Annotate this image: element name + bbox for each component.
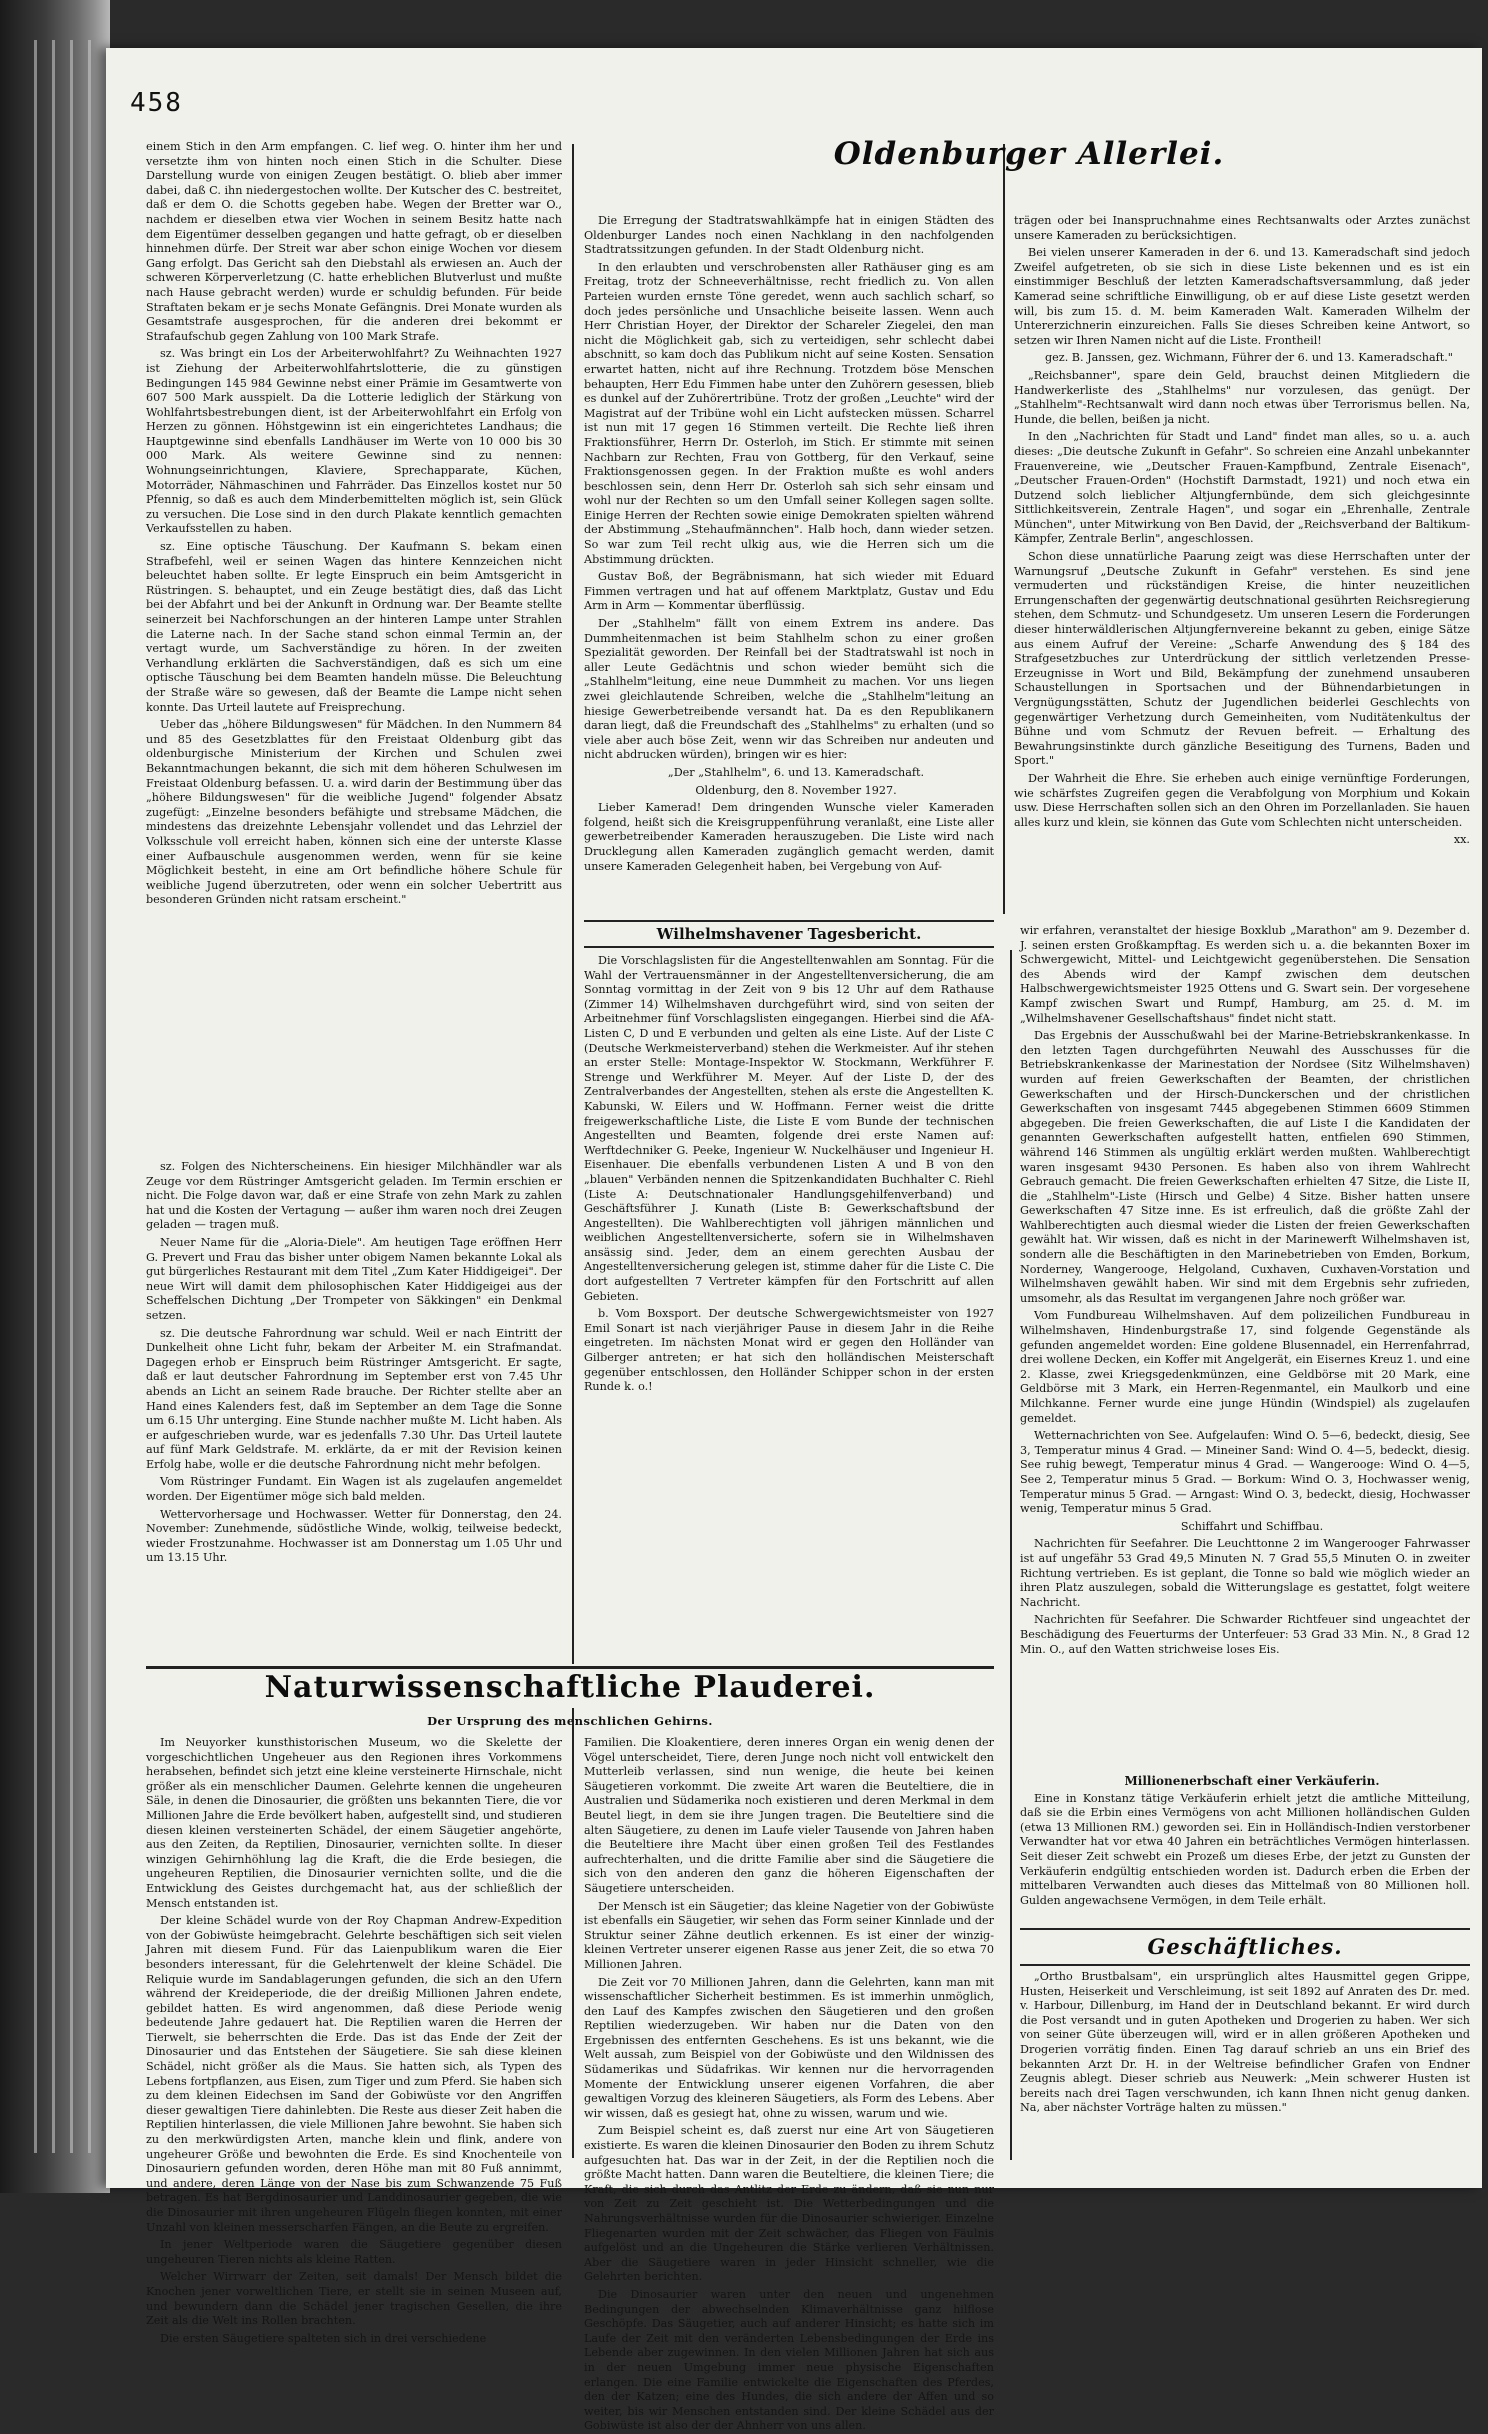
paragraph: Der „Stahlhelm" fällt von einem Extrem ins andere. Das Dummheitenmachen ist beim Stahlhelm schon zu einer großen Spezialität geworden. Der Reinfall bei der Stadtratswahl ist noch in aller Leute Gedächtnis und schon wieder bemüht sich die „Stahlhelm"leitung, eine neue Dummheit zu machen. Vor uns liegen zwei gleichlautende Schreiben, welche die „Stahlhelm"leitung an hiesige Gewerbetreibende versandt hat. Da es den Republikanern daran liegt, daß die Freundschaft des „Stahlhelms" zu erhalten (und so viele aber auch böse Zeit, wenn wir das Schreiben nur andeuten und nicht abdrucken würden), bringen wir es hier:	[584, 617, 994, 762]
page-number: 458	[130, 88, 183, 118]
paragraph: Schon diese unnatürliche Paarung zeigt was diese Herrschaften unter der Warnungsruf „Deutsche Zukunft in Gefahr" verstehen. Es sind jene vermuderten und rückständigen Kreise, die hinter neuzeitlichen Errungenschaften der gegenwärtig deutschnational gesührten Reichsregierung stehen, dem Schmutz- und Schundgesetz. Um unseren Lesern die Forderungen dieser hinterwäldlerischen Altjungfernvereine bekannt zu geben, einige Sätze aus einem Aufruf der Vereine: „Scharfe Anwendung des § 184 des Strafgesetzbuches zur Unterdrückung der sittlich verletzenden Presse-Erzeugnisse in Wort und Bild, Bekämpfung der zunehmend unsauberen Schaustellungen in Sportsachen und der Bühnendarbietungen in Vergnügungsstätten, Schutz der Jugendlichen beiderlei Geschlechts von gegenwärtiger Verhetzung durch Gemeinheiten, vom Nuditätenkultus der Bühne und vom Schmutz der Revuen befreit. — Erhaltung des Bewahrungsinstinkte durch gänzliche Beseitigung des Turnens, Baden und Sport."	[1014, 550, 1470, 768]
column-rule	[1010, 950, 1012, 2160]
paragraph: Die Erregung der Stadtratswahlkämpfe hat in einigen Städten des Oldenburger Landes noch einen Nachklang in den nachfolgenden Stadtratssitzungen gefunden. In der Stadt Oldenburg nicht.	[584, 214, 994, 257]
paragraph: Vom Rüstringer Fundamt. Ein Wagen ist als zugelaufen angemeldet worden. Der Eigentümer möge sich bald melden.	[146, 1475, 562, 1504]
paragraph: Die Zeit vor 70 Millionen Jahren, dann die Gelehrten, kann man mit wissenschaftlicher Sicherheit bestimmen. Es ist immerhin unmöglich, den Lauf des Kampfes zwischen den Säugetieren und den großen Reptilien wiederzugeben. Wir haben nur die Daten von den Ergebnissen des entfernten Geschehens. Es ist uns bekannt, wie die Welt aussah, zum Beispiel von der Gobiwüste und den Wildnissen des Südamerikas und Südafrikas. Wir kennen nur die hervorragenden Momente der Entwicklung unserer eigenen Vorfahren, die aber gewaltigen Vorzug des kleineren Säugetiers, als Form des Lebens. Aber wir wissen, daß es gesiegt hat, ohne zu wissen, warum und wie.	[584, 1975, 994, 2120]
col-left-bottom	[146, 1160, 562, 1658]
paragraph: Welcher Wirrwarr der Zeiten, seit damals! Der Mensch bildet die Knochen jener vorweltlichen Tiere, er stellt sie in seinen Museen auf, und bewundern dann die Schädel jener tragischen Gesellen, die ihre Zeit als die Welt ins Rollen brachten.	[146, 2270, 562, 2328]
millionen-box	[1020, 1774, 1470, 1924]
headline-geschaeftliches: Geschäftliches.	[1147, 1934, 1343, 1959]
paragraph: „Der „Stahlhelm", 6. und 13. Kameradschaft.	[667, 765, 925, 779]
paragraph: In den „Nachrichten für Stadt und Land" findet man alles, so u. a. auch dieses: „Die deutsche Zukunft in Gefahr". So schreien eine Anzahl unbekannter Frauenvereine, wie „Deutscher Frauen-Kampfbund, Zentrale Eisenach", „Deutscher Frauen-Orden" (Hochstift Darmstadt, 1921) und noch etwa ein Dutzend solch lieblicher Altjungfernbünde, dem sich gleichgesinnte Sittlichkeitsverein, Zentrale Hagen", und sogar ein „Ehrenhalle, Zentrale München", unter Mitwirkung von Ben David, der „Reichsverband der Baltikum-Kämpfer, Zentrale Berlin", angeschlossen.	[1014, 430, 1470, 546]
paragraph: Der kleine Schädel wurde von der Roy Chapman Andrew-Expedition von der Gobiwüste heimgebracht. Gelehrte beschäftigen sich seit vielen Jahren mit diesem Fund. Für das Laienpublikum waren die Eier besonders interessant, für die Gelehrtenwelt der kleine Schädel. Die Reliquie wurde im Sandablagerungen gefunden, die sich an den Ufern während der Kreideperiode, die der dreißig Millionen Jahren endete, gebildet hatten. Es wird angenommen, daß diese Periode wenig bedeutende Jahre gedauert hat. Die Reptilien waren die Herren der Tierwelt, sie beherrschten die Erde. Das ist das Ende der Zeit der Dinosaurier und das Entstehen der Säugetiere. Sie sah diese kleinen Schädel, nicht größer als die Maus. Sie hatten sich, als Typen des Lebens fortpflanzen, aus Eisen, zum Tiger und zum Pferd. Sie haben sich zu dem kleinen Eidechsen im Sand der Gobiwüste vor den Angriffen dieser gewaltigen Tiere dahinlebten. Die Reste aus dieser Zeit haben die Reptilien hinterlassen, die viele Millionen Jahre bewohnt. Sie haben sich zu den merkwürdigsten Arten, manche klein und flink, andere von ungeheurer Größe und bewohnten die Erde. Es sind Knochenteile von Dinosauriern gefunden worden, deren Höhe man mit 80 Fuß annimmt, und andere, deren Länge von der Nase bis zum Schwanzende 75 Fuß betragen. Es hat Bergdinosaurier und Landdinosaurier gegeben, die wie die Dinosaurier mit ihren ungeheuren Flügeln fliegen konnten, mit einer Unzahl von kleinen messerscharfen Fängen, an die Beute zu ergreifen.	[146, 1914, 562, 2234]
paragraph: Nachrichten für Seefahrer. Die Schwarder Richtfeuer sind ungeachtet der Beschädigung des Feuerturms der Unterfeuer: 53 Grad 33 Min. N., 8 Grad 12 Min. O., auf den Watten strichweise loses Eis.	[1020, 1613, 1470, 1656]
col-natur-2	[584, 1736, 994, 2433]
paragraph: sz. Folgen des Nichterscheinens. Ein hiesiger Milchhändler war als Zeuge vor dem Rüstringer Amtsgericht geladen. Im Termin erschien er nicht. Die Folge davon war, daß er eine Strafe von zehn Mark zu zahlen hat und die Kosten der Vertagung — außer ihm waren noch drei Zeugen geladen — tragen muß.	[146, 1160, 562, 1232]
paragraph: Neuer Name für die „Aloria-Diele". Am heutigen Tage eröffnen Herr G. Prevert und Frau das bisher unter obigem Namen bekannte Lokal als gut bürgerliches Restaurant mit dem Titel „Zum Kater Hiddigeigei". Der neue Wirt will damit dem philosophischen Kater Hiddigeigei aus der Scheffelschen Dichtung „Der Trompeter von Säkkingen" ein Denkmal setzen.	[146, 1235, 562, 1322]
section-heading: Schiffahrt und Schiffbau.	[1180, 1519, 1324, 1533]
paragraph: Familien. Die Kloakentiere, deren inneres Organ ein wenig denen der Vögel unterscheidet, Tiere, deren Junge noch nicht voll entwickelt den Mutterleib verlassen, sind nun wenige, die heute bei keinen Säugetieren vorkommt. Die zweite Art waren die Beuteltiere, die in Australien und Südamerika noch existieren und deren Merkmal in dem Beutel liegt, in dem sie ihre Jungen tragen. Die Beuteltiere sind die alten Säugetiere, zu denen im Laufe vieler Tausende von Jahren haben die Beuteltiere ihre Macht über einen großen Teil des Festlandes aufrechterhalten, und die dritte Familie aber sind die Säugetiere die sich von den anderen den ganz die höheren Eigenschaften der Säugetiere unterscheiden.	[584, 1736, 994, 1895]
paragraph: einem Stich in den Arm empfangen. C. lief weg. O. hinter ihm her und versetzte ihm von hinten noch einen Stich in die Schulter. Diese Darstellung wurde von einigen Zeugen bestätigt. O. blieb aber immer dabei, daß C. ihn niedergestochen wollte. Der Kutscher des C. bestreitet, daß er dem O. die Schotts gegeben habe. Wegen der Bretter war O., nachdem er dieselben etwa vier Wochen in seinem Besitz hatte nach dem Eigentümer desselben gegangen und hatte gefragt, ob er dieselben hinnehmen dürfe. Der Streit war aber schon einige Wochen vor diesem Gang erfolgt. Das Gericht sah den Diebstahl als erwiesen an. Auch der schweren Körperverletzung (C. hatte erheblichen Blutverlust und mußte nach Hause gebracht werden) wurde er schuldig befunden. Für beide Straftaten bekam er je sechs Monate Gefängnis. Drei Monate wurden als Gesamtstrafe ausgesprochen, für die anderen drei bekommt er Strafaufschub gegen Zahlung von 100 Mark Strafe.	[146, 140, 562, 343]
paragraph: Vom Fundbureau Wilhelmshaven. Auf dem polizeilichen Fundbureau in Wilhelmshaven, Hindenburgstraße 17, sind folgende Gegenstände als gefunden angemeldet worden: Eine goldene Blusennadel, ein Herrenfahrrad, drei wollene Decken, ein Koffer mit Angelgerät, ein Eisernes Kreuz 1. und eine 2. Klasse, zwei Kriegsgedenkmünzen, eine Geldbörse mit 20 Mark, eine Geldbörse mit 3 Mark, ein Herren-Regenmantel, ein Maulkorb und eine Milchkanne. Ferner wurde eine junge Hündin (Windspiel) als zugelaufen gemeldet.	[1020, 1309, 1470, 1425]
paragraph: Der Mensch ist ein Säugetier; das kleine Nagetier von der Gobiwüste ist ebenfalls ein Säugetier, wir sehen das Form seiner Kinnlade und der Struktur seiner Zähne deutlich erkennen. Es ist einer der winzig-kleinen Vertreter unserer eigenen Rasse aus jener Zeit, die so etwa 70 Millionen Jahren.	[584, 1899, 994, 1971]
paragraph: sz. Was bringt ein Los der Arbeiterwohlfahrt? Zu Weihnachten 1927 ist Ziehung der Arbeiterwohlfahrtslotterie, die zu günstigen Bedingungen 145 984 Gewinne nebst einer Prämie im Gesamtwerte von 607 500 Mark ausspielt. Da die Lotterie lediglich der Stärkung von Wohlfahrtsbestrebungen dient, ist der Arbeiterwohlfahrt ein Erfolg von Herzen zu gönnen. Höhstgewinn ist ein eingerichtetes Landhaus; die Hauptgewinne sind ebenfalls Landhäuser im Werte von 10 000 bis 30 000 Mark. Als weitere Gewinne sind zu nennen: Wohnungseinrichtungen, Klaviere, Sprechapparate, Küchen, Motorräder, Nähmaschinen und Fahrräder. Das Einzellos kostet nur 50 Pfennig, so daß es auch dem Minderbemittelten möglich ist, sein Glück zu versuchen. Die Lose sind in den durch Plakate kenntlich gemachten Verkaufsstellen zu haben.	[146, 347, 562, 536]
paragraph: Zum Beispiel scheint es, daß zuerst nur eine Art von Säugetieren existierte. Es waren die kleinen Dinosaurier den Boden zu ihrem Schutz aufgesuchten hat. Das war in der Zeit, in der die Reptilien noch die größte Macht hatten. Dann waren die Beuteltiere, die kleinen Tiere; die Kraft, die sich durch das Antlitz der Erde zu ändern, daß sie nun nur von Zeit zu Zeit geschieht ist. Die Wetterbedingungen und die Nahrungsverhältnisse wurden für die Dinosaurier schwieriger. Einzelne Fliegenarten wurden mit der Zeit schwächer, das Fliegen von Fäulnis aufgelöst und an die Ungeheuren die Stärke verlieren Verhältnissen. Aber die Säugetiere waren in jeder Hinsicht schneller, wie die Gelehrten berichten.	[584, 2124, 994, 2284]
paragraph: Eine in Konstanz tätige Verkäuferin erhielt jetzt die amtliche Mitteilung, daß sie die Erbin eines Vermögens von acht Millionen holländischen Gulden (etwa 13 Millionen RM.) geworden sei. Ein in Holländisch-Indien verstorbener Verwandter hat vor etwa 40 Jahren ein beträchtliches Vermögen hinterlassen. Seit dieser Zeit schwebt ein Prozeß um dieses Erbe, der jetzt zu Gunsten der Verkäuferin endgültig entschieden worden ist. Dadurch erben die Erben der mittelbaren Verwandten auch dieses das Mittelmaß von 80 Millionen holl. Gulden angewachsene Vermögen, in dem Teile erhält.	[1020, 1791, 1470, 1907]
paragraph: Wettervorhersage und Hochwasser. Wetter für Donnerstag, den 24. November: Zunehmende, südöstliche Winde, wolkig, teilweise bedeckt, wieder Frostzunahme. Hochwasser ist am Donnerstag um 1.05 Uhr und um 13.15 Uhr.	[146, 1507, 562, 1565]
paragraph: Wetternachrichten von See. Aufgelaufen: Wind O. 5—6, bedeckt, diesig, See 3, Temperatur minus 4 Grad. — Mineiner Sand: Wind O. 4—5, bedeckt, diesig. See ruhig bewegt, Temperatur minus 4 Grad. — Wangerooge: Wind O. 4—5, See 2, Temperatur minus 5 Grad. — Borkum: Wind O. 3, Hochwasser wenig, Temperatur minus 5 Grad. — Arngast: Wind O. 3, bedeckt, diesig, Hochwasser wenig, Temperatur minus 5 Grad.	[1020, 1429, 1470, 1516]
box-rule	[1020, 1964, 1470, 1966]
paragraph: Der Wahrheit die Ehre. Sie erheben auch einige vernünftige Forderungen, wie schärfstes Zugreifen gegen die Verabfolgung von Morphium und Kokain usw. Diese Herrschaften sollen sich an den Ohren im Porzellanladen. Sie hauen alles kurz und klein, sie können das Gute vom Schlechten nicht unterscheiden.	[1014, 771, 1470, 829]
col-left-top	[146, 140, 562, 1158]
paragraph: Die ersten Säugetiere spalteten sich in drei verschiedene	[160, 2331, 487, 2345]
paragraph: b. Vom Boxsport. Der deutsche Schwergewichtsmeister von 1927 Emil Sonart ist nach vierjähriger Pause in diesem Jahr in die Reihe eingetreten. Im nächsten Monat wird er gegen den Holländer van Gilberger antreten; er hat sich den holländischen Meisterschaft gegenüber entschlossen, den Holländer Schipper schon in der ersten Runde k. o.!	[584, 1307, 994, 1394]
paragraph: gez. B. Janssen, gez. Wichmann, Führer der 6. und 13. Kameradschaft."	[1045, 351, 1453, 365]
paragraph: Ueber das „höhere Bildungswesen" für Mädchen. In den Nummern 84 und 85 des Gesetzblattes für den Freistaat Oldenburg gibt das oldenburgische Ministerium der Kirchen und Schulen zwei Bekanntmachungen bekannt, die sich mit dem höheren Schulwesen im Freistaat Oldenburg befassen. U. a. wird darin der Bestimmung über das „höhere Bildungswesen" für die weibliche Jugend" folgender Absatz zugefügt: „Einzelne besonders befähigte und strebsame Mädchen, die mindestens das dreizehnte Lebensjahr vollendet und das Lehrziel der Volksschule voll erreicht haben, können sich eine der unterste Klasse einer Aufbauschule ausgenommen werden, wenn für sie keine Möglichkeit besteht, in eine am Ort befindliche höhere Schule für weibliche Jugend überzutreten, oder wenn ein solcher Uebertritt aus besonderen Gründen nicht ratsam erscheint."	[146, 718, 562, 907]
col-wilhelmshaven-2	[1020, 924, 1470, 1766]
paragraph: Oldenburg, den 8. November 1927.	[695, 783, 897, 797]
box-rule	[1020, 1928, 1470, 1930]
col-natur-1	[146, 1736, 562, 2345]
col-geschaeftliches	[1020, 1970, 1470, 2160]
paragraph: Die Vorschlagslisten für die Angestelltenwahlen am Sonntag. Für die Wahl der Vertrauensmänner in der Angestelltenversicherung, die am Sonntag vormittag in der Zeit von 9 bis 12 Uhr auf dem Rathause (Zimmer 14) Wilhelmshaven durchgeführt wird, sind von seiten der Arbeitnehmer fünf Vorschlagslisten eingegangen. Hierbei sind die AfA-Listen C, D und E verbunden und gelten als eine Liste. Auf der Liste C (Deutsche Werkmeisterverband) stehen die Werkmeister. Auf ihr stehen an erster Stelle: Montage-Inspektor W. Stockmann, Werkführer F. Strenge und Werkführer M. Meyer. Auf der Liste D, der des Zentralverbandes der Angestellten, stehen als erste die Angestellten K. Kabunski, W. Eilers und W. Hoffmann. Ferner weist die dritte freigewerkschaftliche Liste, die Liste E vom Bunde der technischen Angestellten und Beamten, folgende drei erste Namen auf: Werftdechniker G. Peeke, Ingenieur W. Nuckelhäuser und Ingenieur H. Eisenhauer. Die ebenfalls verbundenen Listen A und B von den „blauen" Verbänden nennen die Spitzenkandidaten Buchhalter C. Riehl (Liste A: Deutschnationaler Handlungsgehilfenverband) und Geschäftsführer J. Kunath (Liste B: Gewerkschaftsbund der Angestellten). Die Wahlberechtigten voll jährigen männlichen und weiblichen Angestelltenversicherte, sofern sie in Wilhelmshaven ansässig sind. Jeder, dem an einem gerechten Ausbau der Angestelltenversicherung gelegen ist, stimme daher für die Liste C. Die dort aufgestellten 7 Vertreter kämpfen für den Fortschritt auf allen Gebieten.	[584, 954, 994, 1303]
paragraph: In den erlaubten und verschrobensten aller Rathäuser ging es am Freitag, trotz der Schneeverhältnisse, recht friedlich zu. Von allen Parteien wurden ernste Töne geredet, wenn auch sachlich scharf, so doch jedes persönliche und Unsachliche beiseite lassen. Wenn auch Herr Christian Hoyer, der Direktor der Schareler Ziegelei, den man nicht die Möglichkeit gab, sich zu verteidigen, sehr schlecht dabei abschnitt, so kam doch das Publikum nicht auf seine Kosten. Sensation erwartet hatten, nicht auf ihre Rechnung. Trotzdem böse Menschen behaupten, Herr Edu Fimmen habe unter den Zuhörern gesessen, blieb es dunkel auf der Zuhörertribüne. Trotz der großen „Leuchte" wird der Magistrat auf der Tribüne wohl ein Licht aufstecken müssen. Scharrel ist nun mit 17 gegen 16 Stimmen verteilt. Die Rechte ließ ihren Fraktionsführer, Herrn Dr. Osterloh, im Stich. Er stimmte mit seinen Nachbarn zur Rechten, Frau von Gottberg, für den Verkauf, seine Fraktionsgenossen gegen. In der Fraktion mußte es wohl anders beschlossen sein, denn Herr Dr. Osterloh sah sich sehr einsam und wohl nur der Rechten so um den Umfall seiner Kollegen sagen sollte. Einige Herren der Rechten sowie einige Demokraten spielten während der Abstimmung „Stehaufmännchen". Halb hoch, dann wieder setzen. So war zum Teil recht ulkig aus, wie die Herren sich um die Abstimmung drückten.	[584, 260, 994, 566]
paragraph: wir erfahren, veranstaltet der hiesige Boxklub „Marathon" am 9. Dezember d. J. seinen ersten Großkampftag. Es werden sich u. a. die bekannten Boxer im Schwergewicht, Mittel- und Leichtgewicht gegenüberstehen. Die Sensation des Abends wird der Kampf zwischen dem deutschen Halbschwergewichtsmeister 1925 Ottens und G. Swart sein. Der vorgesehene Kampf zwischen Swart und Rumpf, Hamburg, am 25. d. M. im „Wilhelmshavener Gesellschaftshaus" findet nicht statt.	[1020, 924, 1470, 1025]
paragraph: Im Neuyorker kunsthistorischen Museum, wo die Skelette der vorgeschichtlichen Ungeheuer aus den Regionen ihres Vorkommens herabsehen, befindet sich jetzt eine kleine versteinerte Hirnschale, nicht größer als ein menschlicher Daumen. Gelehrte kennen die ungeheuren Säle, in denen die Dinosaurier, die größten uns bekannten Tiere, die vor Millionen Jahre die Erde bevölkert haben, aufgestellt sind, und studieren diesen kleinen versteinerten Schädel, der einem Säugetier angehörte, aus den Zeiten, da Reptilien, Dinosaurier, vernichten sollte. In dieser winzigen Gehirnhöhlung lag die Kraft, die die Erde besiegen, die ungeheuren Reptilien, die Dinosaurier vernichten sollte, und die die Entwicklung des Geistes durchgemacht hat, aus der schließlich der Mensch entstanden ist.	[146, 1736, 562, 1910]
paragraph: Nachrichten für Seefahrer. Die Leuchttonne 2 im Wangerooger Fahrwasser ist auf ungefähr 53 Grad 49,5 Minuten N. 7 Grad 55,5 Minuten O. in zweiter Richtung vertrieben. Es ist geplant, die Tonne so bald wie möglich wieder an ihren Platz auszulegen, sobald die Witterungslage es gestattet, folgt weitere Nachricht.	[1020, 1537, 1470, 1609]
book-binding	[0, 0, 110, 2193]
headline-wilhelmshaven: Wilhelmshavener Tagesbericht.	[584, 920, 994, 948]
paragraph: Lieber Kamerad! Dem dringenden Wunsche vieler Kameraden folgend, heißt sich die Kreisgruppenführung veranlaßt, eine Liste aller gewerbetreibender Kameraden herauszugeben. Die Liste wird nach Drucklegung allen Kameraden zugänglich gemacht werden, damit unsere Kameraden Gelegenheit haben, bei Vergebung von Auf-	[584, 801, 994, 873]
paragraph: xx.	[1453, 833, 1470, 847]
paragraph: Gustav Boß, der Begräbnismann, hat sich wieder mit Eduard Fimmen vertragen und hat auf offenem Marktplatz, Gustav und Edu Arm in Arm — Kommentar überflüssig.	[584, 570, 994, 613]
col-wilhelmshaven-1	[584, 954, 994, 1658]
col-oldenburger-right	[1014, 214, 1470, 914]
paragraph: sz. Die deutsche Fahrordnung war schuld. Weil er nach Eintritt der Dunkelheit ohne Licht fuhr, bekam der Arbeiter M. ein Strafmandat. Dagegen erhob er Einspruch beim Rüstringer Amtsgericht. Er sagte, daß er laut deutscher Fahrordnung im September erst von 7.45 Uhr abends an Licht an seinem Rade brauche. Der Richter stellte aber an Hand eines Kalenders fest, daß im September an dem Tage die Sonne um 6.15 Uhr unterging. Eine Stunde nachher mußte M. Licht haben. Als er aufgeschrieben wurde, war es jedenfalls 7.30 Uhr. Das Urteil lautete auf fünf Mark Geldstrafe. M. erklärte, da er mit der Revision keinen Erfolg habe, wolle er die deutsche Fahrordnung nicht mehr befolgen.	[146, 1326, 562, 1471]
paragraph: Die Dinosaurier waren unter den neuen und ungenehmen Bedingungen der abwechselnden Klimaverhältnisse ganz hilflose Geschöpfe. Das Säugetier, auch auf anderer Hinsicht; es hatte sich im Laufe der Zeit mit den veränderten Lebensbedingungen der Erde ins Lebende aber zugewinnen. In den vielen Millionen Jahren hat sich aus in der neuen Umgebung immer neue physische Eigenschaften erlangen. Die eine Familie entwickelte die Eigenschaften des Pferdes, den der Katzen; eine des Hundes, die sich andere der Affen und so weiter, bis wir Menschen entstanden sind. Der kleine Schädel aus der Gobiwüste ist also der der Ahnherr von uns allen.	[584, 2287, 994, 2433]
headline-natur: Naturwissenschaftliche Plauderei.	[264, 1670, 876, 1705]
column-rule	[1003, 144, 1005, 914]
newspaper-page	[106, 48, 1482, 2433]
column-rule	[572, 1708, 574, 2158]
section-heading: Millionenerbschaft einer Verkäuferin.	[1124, 1774, 1380, 1788]
subheadline-natur: Der Ursprung des menschlichen Gehirns.	[427, 1714, 713, 1728]
paragraph: In jener Weltperiode waren die Säugetiere gegenüber diesen ungeheuren Tieren nichts als kleine Ratten.	[146, 2238, 562, 2266]
paragraph: sz. Eine optische Täuschung. Der Kaufmann S. bekam einen Strafbefehl, weil er seinen Wagen das hintere Kennzeichen nicht beleuchtet haben sollte. Er legte Einspruch ein beim Amtsgericht in Rüstringen. S. behauptet, und ein Zeuge bestätigt dies, daß das Licht bei der Abfahrt und bei der Ankunft in Ordnung war. Der Beamte stellte seinerzeit bei Nachforschungen an der hinteren Lampe unter Strahlen die Laterne nach. In der Sache stand schon einmal Termin an, der vertagt wurde, um Sachverständige zu hören. In der zweiten Verhandlung erklärten die Sachverständigen, daß es sich um eine optische Täuschung bei dem Beamten handeln müsse. Die Beleuchtung der Straße wäre so gewesen, daß der Beamte die Lampe nicht sehen konnte. Das Urteil lautete auf Freisprechung.	[146, 540, 562, 714]
paragraph: „Ortho Brustbalsam", ein ursprünglich altes Hausmittel gegen Grippe, Husten, Heiserkeit und Verschleimung, ist seit 1892 auf Anraten des Dr. med. v. Harbour, Dillenburg, im Hand der in Deutschland bekannt. Er wird durch die Post versandt und in guten Apotheken und Drogerien zu haben. Wer sich von seiner Güte überzeugen will, wird er in allen größeren Apotheken und Drogerien vorrätig finden. Einen Tag darauf schrieb an uns ein Brief des bekannten Arzt Dr. H. in der Weltreise befindlicher Grafen von Endner Zeugnis ablegt. Dieser schrieb aus Neuwerk: „Mein schwerer Husten ist bereits nach drei Tagen verschwunden, ich kann Ihnen nicht genug danken. Na, aber nächster Vorträge halten zu müssen."	[1020, 1970, 1470, 2115]
paragraph: Bei vielen unserer Kameraden in der 6. und 13. Kameradschaft sind jedoch Zweifel aufgetreten, ob sie sich in diese Liste bekennen und es ist ein einstimmiger Beschluß der letzten Kameradschaftsversammlung, daß jeder Kamerad seine schriftliche Einwilligung, ob er auf diese Liste gesetzt werden will, bis zum 15. d. M. beim Kameraden Walt. Kameraden Wilhelm der Untererzichnerin einzureichen. Falls Sie dieses Schreiben keine Antwort, so setzen wir Ihren Namen nicht auf die Liste. Frontheil!	[1014, 246, 1470, 347]
paragraph: Das Ergebnis der Ausschußwahl bei der Marine-Betriebskrankenkasse. In den letzten Tagen durchgeführten Neuwahl des Ausschusses für die Betriebskrankenkasse der Marinestation der Nordsee (Sitz Wilhelmshaven) wurden auf freien Gewerkschaften der Beamten, der christlichen Gewerkschaften und der Hirsch-Dunckerschen und der christlichen Gewerkschaften von insgesamt 7445 abgegebenen Stimmen 6609 Stimmen abgegeben. Die freien Gewerkschaften, die auf Liste I die Kandidaten der genannten Gewerkschaften aufgestellt hatten, entfielen 690 Stimmen, während 146 Stimmen als ungültig erklärt werden mußten. Wahlberechtigt waren insgesamt 9430 Personen. Es haben also von ihrem Wahlrecht Gebrauch gemacht. Die freien Gewerkschaften erhielten 47 Sitze, die Liste II, die „Stahlhelm"-Liste (Hirsch und Gelbe) 4 Sitze. Bisher hatten unsere Gewerkschaften 47 Sitze inne. Es ist erfreulich, daß die größte Zahl der Wahlberechtigten auch diesmal wieder die Listen der freien Gewerkschaften gewählt hat. Wir wissen, daß es nicht in der Marinewerft Wilhelmshaven ist, sondern alle die Beschäftigten in den Marinebetrieben von Emden, Borkum, Norderney, Wangerooge, Helgoland, Cuxhaven, Cuxhaven-Vorstation und Wilhelmshaven gewählt haben. Wir sind mit dem Ergebnis sehr zufrieden, umsomehr, als das Resultat im vergangenen Jahre noch größer war.	[1020, 1029, 1470, 1305]
column-rule	[572, 144, 574, 1664]
paragraph: trägen oder bei Inanspruchnahme eines Rechtsanwalts oder Arztes zunächst unsere Kameraden zu berücksichtigen.	[1014, 214, 1470, 242]
col-oldenburger-left	[584, 214, 994, 914]
paragraph: „Reichsbanner", spare dein Geld, brauchst deinen Mitgliedern die Handwerkerliste des „Stahlhelms" nur vorzulesen, das genügt. Der „Stahlhelm"-Rechtsanwalt wird dann noch etwas über Terrorismus bellen. Na, Hunde, die bellen, beißen ja nicht.	[1014, 368, 1470, 426]
section-rule	[146, 1666, 994, 1669]
headline-oldenburger: Oldenburger Allerlei.	[833, 136, 1225, 172]
